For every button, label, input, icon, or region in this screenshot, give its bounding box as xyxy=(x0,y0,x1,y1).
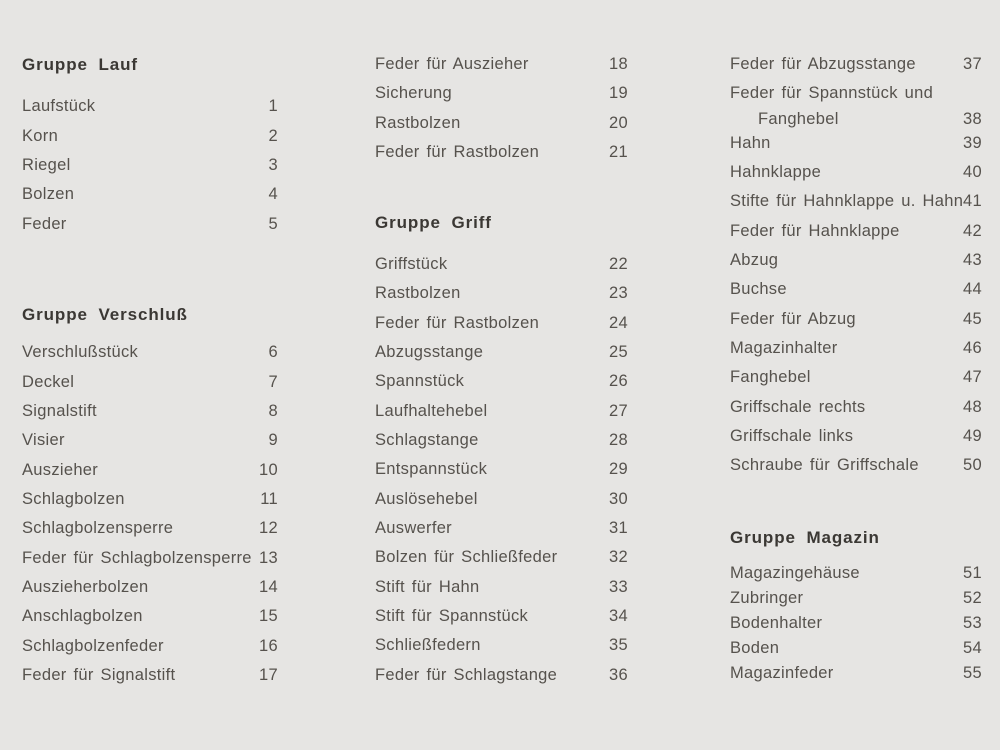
item-list xyxy=(375,50,628,167)
section-heading: Gruppe Magazin xyxy=(730,528,880,547)
part-number: 12 xyxy=(259,519,278,538)
part-number: 35 xyxy=(609,636,628,655)
part-name: Schlagbolzensperre xyxy=(22,519,174,538)
part-name: Riegel xyxy=(22,155,71,174)
part-number: 7 xyxy=(268,372,278,391)
part-number: 13 xyxy=(259,548,278,567)
part-name: Korn xyxy=(22,126,59,145)
part-name: Feder für Schlagbolzensperre xyxy=(22,548,252,567)
part-name: Auszieher xyxy=(22,460,99,479)
part-number: 54 xyxy=(963,639,982,658)
list-item xyxy=(22,397,278,426)
list-item xyxy=(730,275,982,304)
part-name: Bolzen xyxy=(22,185,75,204)
list-item xyxy=(375,338,628,367)
list-item xyxy=(730,187,982,216)
part-name: Schließfedern xyxy=(375,636,481,655)
part-name-line-1 xyxy=(730,79,982,108)
part-name: Auszieherbolzen xyxy=(22,577,149,596)
part-name: Buchse xyxy=(730,280,787,299)
part-name: Feder für Hahnklappe xyxy=(730,221,900,240)
list-item xyxy=(22,456,278,485)
part-number: 22 xyxy=(609,255,628,274)
list-item xyxy=(375,50,628,79)
list-item xyxy=(730,393,982,422)
part-name: Feder für Rastbolzen xyxy=(375,142,540,161)
part-number: 25 xyxy=(609,343,628,361)
part-number: 8 xyxy=(268,401,278,420)
part-number: 46 xyxy=(963,338,982,357)
part-name-continued: Fanghebel xyxy=(758,109,839,128)
part-number: 1 xyxy=(268,97,278,116)
list-item xyxy=(730,451,982,480)
list-item xyxy=(730,561,982,586)
part-number: 44 xyxy=(963,280,982,299)
section-heading: Gruppe Griff xyxy=(375,213,492,232)
list-item xyxy=(730,661,982,686)
list-item-two-line xyxy=(730,79,982,128)
part-name: Auslösehebel xyxy=(375,489,478,508)
part-number: 39 xyxy=(963,133,982,152)
item-list xyxy=(22,92,278,239)
list-item xyxy=(730,422,982,451)
part-number: 40 xyxy=(963,162,982,181)
part-number: 41 xyxy=(963,192,982,211)
part-name: Magazinfeder xyxy=(730,664,834,683)
part-name-line-2 xyxy=(730,109,982,129)
list-item xyxy=(730,636,982,661)
part-name: Griffschale links xyxy=(730,426,854,445)
part-name: Signalstift xyxy=(22,401,97,420)
part-name: Schraube für Griffschale xyxy=(730,456,919,475)
part-name: Feder für Abzugsstange xyxy=(730,55,916,73)
part-number: 30 xyxy=(609,489,628,508)
part-name: Bolzen für Schließfeder xyxy=(375,548,558,567)
part-number: 24 xyxy=(609,313,628,332)
list-item xyxy=(375,485,628,514)
section-gruppe-verschluss xyxy=(22,300,278,690)
list-item xyxy=(375,631,628,660)
part-number: 43 xyxy=(963,250,982,269)
list-item xyxy=(22,122,278,151)
part-number: 42 xyxy=(963,221,982,240)
list-item xyxy=(730,129,982,158)
list-item xyxy=(22,338,278,367)
part-name: Deckel xyxy=(22,372,75,391)
part-number: 51 xyxy=(963,564,982,583)
part-number: 33 xyxy=(609,577,628,596)
list-item xyxy=(375,279,628,308)
list-item xyxy=(375,79,628,108)
part-number: 3 xyxy=(268,155,278,174)
part-name: Laufhaltehebel xyxy=(375,401,488,420)
part-number: 45 xyxy=(963,309,982,328)
list-item xyxy=(22,514,278,543)
part-name: Stift für Spannstück xyxy=(375,606,529,625)
section-verschluss-continued xyxy=(375,50,628,167)
part-name: Magazingehäuse xyxy=(730,564,860,583)
list-item xyxy=(22,92,278,121)
part-number: 29 xyxy=(609,460,628,479)
part-number: 34 xyxy=(609,606,628,625)
part-number: 9 xyxy=(268,431,278,450)
list-item xyxy=(375,367,628,396)
item-list xyxy=(730,50,982,481)
list-item xyxy=(730,246,982,275)
list-item xyxy=(730,586,982,611)
part-name: Visier xyxy=(22,431,65,450)
part-name: Feder für Auszieher xyxy=(375,55,529,73)
section-gruppe-griff xyxy=(375,208,628,690)
list-item xyxy=(22,632,278,661)
list-item xyxy=(730,363,982,392)
part-number: 23 xyxy=(609,284,628,303)
part-name: Bodenhalter xyxy=(730,614,823,633)
part-number: 49 xyxy=(963,426,982,445)
part-name: Feder für Spannstück und xyxy=(730,84,934,103)
part-number: 31 xyxy=(609,518,628,537)
list-item xyxy=(375,397,628,426)
list-item xyxy=(375,250,628,279)
list-item xyxy=(730,305,982,334)
list-item xyxy=(730,217,982,246)
section-heading: Gruppe Lauf xyxy=(22,55,138,74)
list-item xyxy=(22,180,278,209)
part-name: Schlagbolzen xyxy=(22,489,125,508)
part-name: Feder für Signalstift xyxy=(22,665,176,684)
part-number: 52 xyxy=(963,589,982,608)
part-number: 14 xyxy=(259,577,278,596)
list-item xyxy=(22,210,278,239)
part-number: 15 xyxy=(259,607,278,626)
list-item xyxy=(375,455,628,484)
list-item xyxy=(730,611,982,636)
part-number: 6 xyxy=(268,343,278,362)
list-item xyxy=(22,573,278,602)
part-name: Schlagbolzenfeder xyxy=(22,636,164,655)
part-name: Zubringer xyxy=(730,589,804,608)
part-name: Verschlußstück xyxy=(22,343,139,362)
part-name: Schlagstange xyxy=(375,430,479,449)
list-item xyxy=(22,426,278,455)
list-item xyxy=(375,514,628,543)
section-heading: Gruppe Verschluß xyxy=(22,305,188,324)
part-number: 11 xyxy=(260,489,278,508)
part-number: 32 xyxy=(609,548,628,567)
part-number: 4 xyxy=(268,185,278,204)
section-griff-continued xyxy=(730,50,982,481)
part-number: 17 xyxy=(259,665,278,684)
list-item xyxy=(22,368,278,397)
part-name: Stift für Hahn xyxy=(375,577,480,596)
part-name: Griffschale rechts xyxy=(730,397,866,416)
part-number: 50 xyxy=(963,456,982,475)
list-item xyxy=(375,426,628,455)
part-name: Feder für Schlagstange xyxy=(375,665,558,684)
list-item xyxy=(22,602,278,631)
part-number: 19 xyxy=(609,84,628,103)
list-item xyxy=(22,151,278,180)
part-name: Abzug xyxy=(730,250,779,269)
list-item xyxy=(730,50,982,79)
part-number: 26 xyxy=(609,372,628,391)
list-item xyxy=(375,138,628,167)
part-number: 36 xyxy=(609,665,628,684)
list-item xyxy=(375,309,628,338)
list-item xyxy=(22,485,278,514)
part-name: Rastbolzen xyxy=(375,284,461,303)
list-item xyxy=(375,543,628,572)
part-number: 38 xyxy=(963,109,982,128)
part-number: 2 xyxy=(268,126,278,145)
part-number: 28 xyxy=(609,430,628,449)
list-item xyxy=(22,661,278,690)
part-number: 10 xyxy=(259,460,278,479)
part-name: Sicherung xyxy=(375,84,452,103)
part-number: 53 xyxy=(963,614,982,633)
part-name: Abzugsstange xyxy=(375,343,484,361)
part-name: Rastbolzen xyxy=(375,113,461,132)
item-list xyxy=(22,338,278,690)
section-gruppe-magazin xyxy=(730,523,982,686)
list-item xyxy=(375,602,628,631)
list-item xyxy=(375,661,628,690)
item-list xyxy=(730,561,982,686)
part-number: 37 xyxy=(963,55,982,73)
part-name: Boden xyxy=(730,639,780,658)
part-number: 16 xyxy=(259,636,278,655)
section-gruppe-lauf xyxy=(22,50,278,239)
part-name: Laufstück xyxy=(22,97,96,116)
part-number: 5 xyxy=(268,214,278,233)
part-number: 48 xyxy=(963,397,982,416)
part-name: Griffstück xyxy=(375,255,448,274)
part-name: Auswerfer xyxy=(375,518,452,537)
part-number: 20 xyxy=(609,113,628,132)
list-item xyxy=(730,158,982,187)
item-list xyxy=(375,250,628,690)
part-name: Stifte für Hahnklappe u. Hahn xyxy=(730,192,964,211)
list-item xyxy=(730,334,982,363)
list-item xyxy=(22,544,278,573)
part-name: Entspannstück xyxy=(375,460,488,479)
part-name: Hahnklappe xyxy=(730,162,822,181)
part-name: Feder für Abzug xyxy=(730,309,856,328)
part-name: Feder xyxy=(22,214,67,233)
part-number: 47 xyxy=(963,368,982,387)
list-item xyxy=(375,109,628,138)
part-name: Anschlagbolzen xyxy=(22,607,143,626)
part-name: Hahn xyxy=(730,133,771,152)
part-number: 21 xyxy=(609,142,628,161)
list-item xyxy=(375,573,628,602)
part-name: Feder für Rastbolzen xyxy=(375,313,540,332)
part-name: Magazinhalter xyxy=(730,338,838,357)
part-name: Spannstück xyxy=(375,372,465,391)
part-number: 18 xyxy=(609,55,628,73)
part-number: 27 xyxy=(609,401,628,420)
part-number: 55 xyxy=(963,664,982,683)
part-name: Fanghebel xyxy=(730,368,811,387)
